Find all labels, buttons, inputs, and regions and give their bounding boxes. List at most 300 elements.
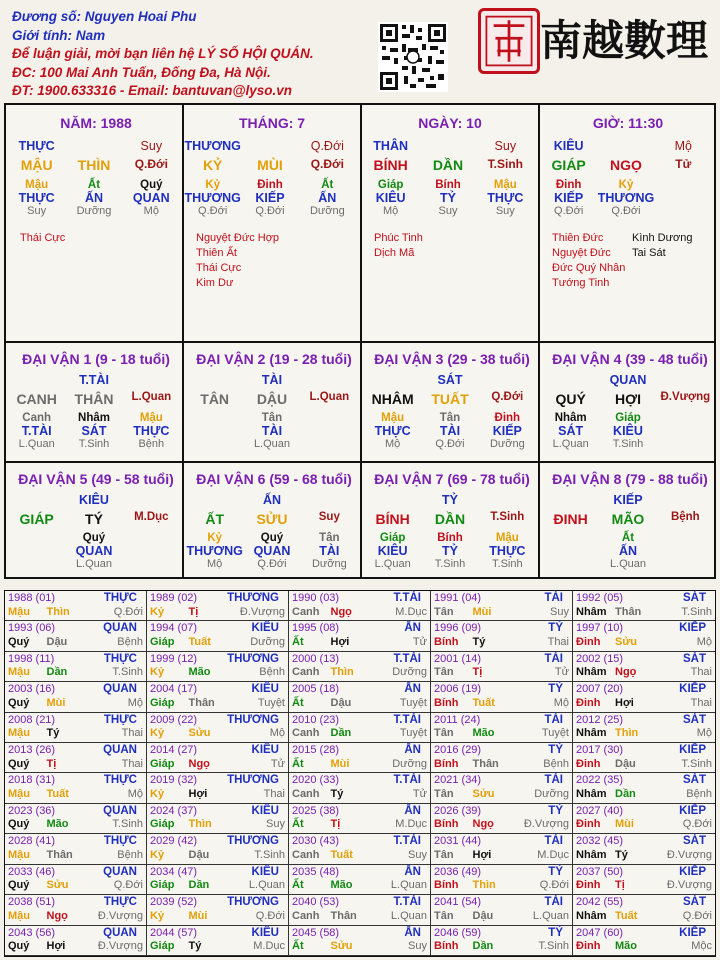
hidden-life [655, 205, 712, 217]
luck-hidden-god [657, 544, 714, 558]
annual-branch: Mão [46, 818, 69, 831]
luck-stem: GIÁP [19, 511, 54, 527]
annual-stem: Tân [434, 848, 454, 861]
luck-hidden-god: KIÊU [377, 544, 408, 558]
stem-god: KIÊU [553, 139, 584, 153]
annual-cell [5, 591, 147, 621]
annual-life: Thai [690, 666, 712, 679]
annual-cell [573, 682, 715, 712]
hidden-god [655, 191, 712, 205]
annual-life: Tử [412, 787, 427, 800]
star-item [632, 261, 712, 276]
hidden-life: Suy [438, 205, 458, 217]
annual-branch: Tuất [615, 909, 638, 922]
annual-life: T.Sinh [112, 818, 143, 831]
annual-cell [431, 834, 573, 864]
annual-life: Q.Đới [682, 909, 712, 922]
annual-god: THỰC [103, 652, 137, 665]
annual-year: 2025 (38) [292, 804, 340, 817]
luck-hidden-stem: Mậu [495, 532, 519, 544]
annual-stem: Mậu [8, 666, 30, 679]
annual-cell [147, 834, 289, 864]
luck-hidden-life: L.Quan [609, 558, 647, 570]
annual-cell [573, 834, 715, 864]
hidden-life: Suy [495, 205, 515, 217]
annual-branch: Mão [615, 940, 637, 953]
luck-god: ẤN [262, 493, 282, 507]
luck-god: TỶ [442, 493, 458, 507]
annual-branch: Thân [615, 605, 642, 618]
annual-life: T.Sinh [112, 666, 143, 679]
annual-life: Đ.Vượng [666, 848, 712, 861]
hidden-stem [655, 179, 712, 191]
annual-stem: Quý [8, 757, 30, 770]
annual-life: L.Quan [390, 909, 427, 922]
annual-branch: Tuất [472, 696, 495, 709]
luck-hidden-god [657, 424, 714, 438]
annual-year: 2004 (17) [150, 683, 198, 696]
luck-stem: NHÂM [371, 391, 414, 407]
star-item: Thiên Đức [552, 232, 604, 244]
star-item: Thiên Ất [196, 247, 237, 259]
luck-life: L.Quan [309, 391, 350, 403]
contact-intro: Để luận giải, mời bạn liên hệ LÝ SỐ HỘI QUÁN. [12, 46, 314, 61]
hidden-life: Q.Đới [198, 205, 228, 217]
annual-life: Q.Đới [682, 818, 712, 831]
annual-cell [573, 804, 715, 834]
contact-phone-email: ĐT: 1900.633316 - Email: bantuvan@lyso.vn [12, 83, 293, 98]
annual-cell [573, 926, 715, 956]
annual-branch: Thân [330, 909, 357, 922]
annual-cell [573, 591, 715, 621]
annual-stem: Bính [434, 879, 459, 892]
luck-branch: HỢI [615, 391, 641, 407]
annual-year: 2013 (26) [8, 744, 56, 757]
luck-hidden-life: L.Quan [18, 438, 55, 450]
annual-stem: Đinh [576, 818, 601, 831]
annual-stem: Mậu [8, 909, 30, 922]
seal-stamp-icon [478, 8, 540, 74]
heavenly-stem: GIÁP [551, 157, 586, 173]
annual-life: Thai [121, 727, 143, 740]
annual-stem: Giáp [150, 696, 175, 709]
annual-god: T.TÀI [393, 652, 421, 665]
name-value: Nguyen Hoai Phu [84, 9, 197, 24]
annual-god: TÀI [544, 652, 563, 665]
luck-hidden-life: Mộ [385, 438, 401, 450]
luck-title: ĐẠI VẬN 6 (59 - 68 tuổi) [196, 471, 352, 487]
annual-branch: Tị [615, 879, 625, 892]
luck-hidden-stem [186, 412, 243, 424]
annual-year: 1993 (06) [8, 622, 56, 635]
luck-branch: TÝ [85, 511, 103, 527]
annual-god: SÁT [683, 592, 706, 604]
annual-god: THƯƠNG [227, 896, 279, 909]
hidden-god: KIẾP [554, 191, 584, 205]
pillar-title: THÁNG: 7 [238, 115, 306, 131]
annual-life: Dưỡng [392, 666, 427, 679]
annual-branch: Hợi [188, 787, 208, 800]
annual-cell [5, 713, 147, 743]
annual-cell [289, 865, 431, 895]
annual-god: TỶ [548, 804, 563, 817]
hidden-life: Dưỡng [309, 205, 345, 217]
annual-stem: Nhâm [576, 605, 607, 618]
annual-cell [289, 743, 431, 773]
luck-hidden-god [186, 424, 243, 438]
luck-god: QUAN [609, 373, 647, 387]
annual-branch: Dần [188, 879, 210, 892]
luck-hidden-stem: Tân [439, 412, 461, 424]
annual-year: 2027 (40) [576, 804, 624, 817]
annual-stem: Tân [434, 909, 454, 922]
star-item: Tướng Tinh [552, 277, 610, 289]
annual-branch: Tý [188, 940, 202, 953]
luck-hidden-god [8, 544, 65, 558]
annual-god: T.TÀI [393, 592, 421, 604]
annual-life: Mộ [553, 696, 569, 709]
luck-branch: TUẤT [431, 391, 469, 407]
annual-branch: Mùi [615, 818, 634, 831]
luck-hidden-stem: Kỷ [207, 532, 223, 544]
hidden-stem: Đinh [555, 179, 582, 191]
annual-god: THỰC [103, 774, 137, 787]
annual-god: KIÊU [251, 804, 279, 817]
annual-cell [289, 591, 431, 621]
luck-title: ĐẠI VẬN 7 (69 - 78 tuổi) [374, 471, 530, 487]
annual-life: Q.Đới [255, 909, 285, 922]
annual-stem: Nhâm [576, 848, 607, 861]
annual-god: THƯƠNG [227, 713, 279, 726]
annual-year: 2008 (21) [8, 713, 56, 726]
heavenly-stem: BÍNH [373, 157, 408, 173]
annual-life: Dưỡng [250, 635, 285, 648]
annual-branch: Dậu [472, 909, 494, 922]
annual-year: 2020 (33) [292, 774, 340, 787]
gender-value: Nam [75, 27, 106, 43]
hidden-stem: Mậu [493, 179, 517, 191]
annual-stem: Canh [292, 848, 320, 861]
annual-year: 2047 (60) [576, 926, 624, 939]
annual-branch: Dần [472, 940, 494, 953]
annual-year: 1988 (01) [8, 592, 56, 604]
luck-hidden-god [301, 424, 358, 438]
annual-god: THƯƠNG [227, 652, 279, 665]
annual-life: Q.Đới [113, 879, 143, 892]
annual-branch: Hợi [46, 940, 66, 953]
hidden-life: Q.Đới [611, 205, 641, 217]
annual-branch: Hợi [615, 696, 634, 709]
annual-life: Đ.Vượng [97, 940, 143, 953]
luck-hidden-stem: Tân [261, 412, 283, 424]
luck-god: T.TÀI [79, 373, 109, 387]
pillar-year [8, 105, 184, 246]
annual-branch: Sửu [472, 787, 495, 800]
luck-hidden-life: L.Quan [374, 558, 411, 570]
annual-god: ẤN [404, 865, 421, 878]
annual-life: Đ.Vượng [666, 879, 712, 892]
branch-life-stage: T.Sinh [487, 157, 523, 171]
annual-stem: Quý [8, 696, 30, 709]
annual-god: ẤN [404, 744, 421, 757]
annual-god: TÀI [544, 592, 563, 604]
annual-branch: Tuất [46, 787, 69, 800]
annual-god: T.TÀI [393, 774, 421, 787]
annual-life: Bệnh [117, 848, 143, 861]
life-stage: Q.Đới [310, 139, 344, 153]
annual-branch: Hợi [330, 635, 350, 648]
luck-hidden-life: T.Sinh [78, 438, 110, 450]
annual-life: Suy [408, 848, 427, 861]
luck-title: ĐẠI VẬN 8 (79 - 88 tuổi) [552, 471, 708, 487]
luck-period [542, 463, 718, 570]
annual-branch: Tý [330, 787, 344, 800]
luck-stem: ĐINH [553, 511, 588, 527]
hidden-life: Mộ [143, 205, 159, 217]
annual-stem: Nhâm [576, 666, 607, 679]
annual-branch: Tý [472, 635, 486, 648]
annual-year: 2024 (37) [150, 804, 198, 817]
annual-stem: Canh [292, 666, 320, 679]
stem-god: THỰC [18, 139, 55, 153]
annual-stem: Kỷ [150, 727, 165, 740]
luck-period [542, 343, 718, 450]
annual-branch: Ngọ [330, 605, 352, 618]
annual-year: 2045 (58) [292, 926, 340, 939]
annual-cell [5, 621, 147, 651]
annual-life: Suy [408, 940, 427, 953]
annual-cell [5, 773, 147, 803]
annual-god: KIẾP [679, 865, 706, 878]
name-line [12, 8, 372, 27]
annual-year: 2005 (18) [292, 683, 340, 696]
annual-cell [5, 804, 147, 834]
annual-god: QUAN [103, 926, 137, 939]
luck-life: L.Quan [131, 391, 172, 403]
annual-god: KIÊU [251, 622, 279, 635]
annual-branch: Tị [330, 818, 341, 831]
luck-life: M.Dục [134, 511, 169, 523]
annual-life: Thai [121, 757, 143, 770]
luck-hidden-life: L.Quan [552, 438, 589, 450]
annual-god: QUAN [103, 804, 137, 817]
luck-period [186, 463, 362, 570]
annual-god: TỶ [548, 926, 563, 939]
annual-cell [431, 865, 573, 895]
annual-luck-table [4, 590, 716, 957]
annual-year: 2019 (32) [150, 774, 198, 787]
luck-hidden-life [657, 558, 714, 570]
annual-branch: Mão [330, 879, 353, 892]
hidden-god: KIẾP [255, 191, 285, 205]
annual-god: QUAN [103, 683, 137, 696]
luck-hidden-life [542, 558, 599, 570]
luck-hidden-god: THƯƠNG [186, 544, 243, 558]
annual-branch: Tị [472, 666, 483, 679]
luck-branch: MÃO [611, 511, 645, 527]
annual-life: Mộ [696, 727, 712, 740]
luck-stem: TÂN [200, 391, 230, 407]
annual-life: Bệnh [686, 787, 712, 800]
annual-branch: Hợi [472, 848, 492, 861]
annual-year: 2042 (55) [576, 896, 624, 909]
annual-cell [5, 652, 147, 682]
annual-stem: Kỷ [150, 787, 165, 800]
annual-life: M.Dục [537, 848, 569, 861]
annual-branch: Dậu [615, 757, 636, 770]
luck-hidden-life [8, 558, 65, 570]
annual-stem: Bính [434, 635, 459, 648]
luck-hidden-life: T.Sinh [434, 558, 466, 570]
luck-hidden-stem: Giáp [379, 532, 406, 544]
annual-life: T.Sinh [254, 848, 285, 861]
branch-life-stage: Tử [675, 157, 692, 171]
hidden-life: Q.Đới [255, 205, 285, 217]
luck-hidden-stem: Ất [621, 532, 635, 544]
heavenly-stem: MẬU [20, 157, 53, 173]
annual-year: 2036 (49) [434, 865, 482, 878]
annual-year: 2016 (29) [434, 744, 482, 757]
annual-stem: Kỷ [150, 666, 165, 679]
annual-year: 2012 (25) [576, 713, 624, 726]
luck-branch: DẦN [434, 511, 466, 527]
luck-hidden-god: SÁT [558, 424, 584, 438]
luck-hidden-stem [657, 532, 714, 544]
star-item: Thái Cực [20, 232, 66, 244]
annual-branch: Ngọ [615, 666, 637, 679]
annual-year: 2026 (39) [434, 804, 482, 817]
annual-cell [573, 621, 715, 651]
hidden-stem: Ất [321, 179, 334, 191]
four-pillars-grid [4, 103, 716, 579]
luck-stem: CANH [16, 391, 57, 407]
annual-life: Mộ [696, 635, 712, 648]
annual-cell [5, 895, 147, 925]
luck-period [186, 343, 362, 450]
annual-god: ẤN [404, 926, 421, 939]
annual-god: SÁT [683, 896, 706, 909]
luck-period [8, 463, 184, 570]
annual-stem: Mậu [8, 848, 30, 861]
hidden-stem: Mậu [25, 179, 49, 191]
annual-cell [147, 652, 289, 682]
luck-title: ĐẠI VẬN 2 (19 - 28 tuổi) [196, 351, 352, 367]
annual-stem: Giáp [150, 940, 175, 953]
luck-hidden-god [123, 544, 180, 558]
annual-life: Đ.Vượng [523, 818, 569, 831]
annual-cell [147, 591, 289, 621]
annual-god: TÀI [544, 774, 563, 787]
annual-year: 2011 (24) [434, 713, 481, 726]
annual-branch: Mão [188, 666, 211, 679]
hidden-life: Dưỡng [76, 205, 112, 217]
annual-life: T.Sinh [538, 940, 569, 953]
luck-hidden-life: L.Quan [75, 558, 113, 570]
annual-cell [573, 865, 715, 895]
annual-branch: Thìn [46, 605, 70, 618]
annual-life: L.Quan [248, 879, 285, 892]
luck-life: Suy [318, 511, 340, 523]
annual-branch: Dậu [46, 635, 68, 648]
annual-year: 2015 (28) [292, 744, 340, 757]
hidden-stem: Kỷ [205, 179, 221, 191]
annual-cell [431, 591, 573, 621]
luck-period [364, 343, 540, 450]
hidden-life: Suy [27, 205, 47, 217]
annual-stem: Đinh [576, 940, 601, 953]
annual-stem: Ất [292, 818, 304, 831]
luck-hidden-stem: Tân [319, 532, 340, 544]
annual-year: 2021 (34) [434, 774, 482, 787]
annual-cell [5, 682, 147, 712]
annual-year: 2033 (46) [8, 865, 56, 878]
annual-year: 2032 (45) [576, 835, 624, 848]
luck-hidden-god: THỰC [374, 424, 411, 438]
annual-year: 2023 (36) [8, 804, 56, 817]
annual-life: Mộc [691, 940, 712, 953]
annual-branch: Thìn [472, 879, 496, 892]
annual-life: Tử [412, 635, 427, 648]
annual-life: Tuyệt [399, 696, 427, 709]
annual-life: Tuyệt [257, 696, 285, 709]
annual-god: THỰC [103, 713, 137, 726]
branch-life-stage: Q.Đới [310, 157, 344, 171]
annual-god: T.TÀI [393, 896, 421, 909]
annual-cell [289, 621, 431, 651]
annual-stem: Giáp [150, 635, 175, 648]
luck-hidden-god: QUAN [75, 544, 113, 558]
annual-cell [147, 773, 289, 803]
luck-hidden-god: KIẾP [492, 424, 522, 438]
annual-cell [147, 713, 289, 743]
hidden-life: Mộ [383, 205, 399, 217]
annual-stem: Nhâm [576, 787, 607, 800]
annual-god: THƯƠNG [227, 592, 279, 604]
annual-life: Tử [554, 666, 569, 679]
annual-branch: Dậu [330, 696, 352, 709]
annual-stem: Giáp [150, 818, 175, 831]
luck-hidden-life: Bệnh [138, 438, 165, 450]
annual-god: TỶ [548, 744, 563, 757]
annual-god: KIÊU [251, 926, 279, 939]
luck-hidden-god: ẤN [618, 544, 638, 558]
luck-hidden-stem: Nhâm [78, 412, 110, 424]
star-item: Nguyệt Đức Hợp [196, 232, 280, 244]
annual-cell [5, 834, 147, 864]
annual-stem: Bính [434, 940, 459, 953]
luck-hidden-god: TÀI [261, 424, 283, 438]
luck-hidden-stem [657, 412, 714, 424]
annual-year: 2029 (42) [150, 835, 198, 848]
annual-year: 2030 (43) [292, 835, 340, 848]
luck-hidden-stem: Quý [260, 532, 284, 544]
annual-god: KIÊU [251, 744, 279, 757]
annual-god: TỶ [548, 683, 563, 696]
annual-stem: Kỷ [150, 909, 165, 922]
annual-god: SÁT [683, 652, 706, 665]
annual-stem: Quý [8, 879, 30, 892]
annual-god: TỶ [548, 865, 563, 878]
earthly-branch: NGỌ [610, 157, 642, 173]
annual-cell [289, 804, 431, 834]
annual-stem: Tân [434, 605, 454, 618]
life-stage: Suy [140, 139, 163, 153]
annual-branch: Mùi [330, 757, 350, 770]
annual-stem: Giáp [150, 757, 175, 770]
luck-hidden-life [186, 438, 243, 450]
hidden-god: THƯƠNG [597, 191, 655, 205]
luck-hidden-stem: Mậu [381, 412, 405, 424]
